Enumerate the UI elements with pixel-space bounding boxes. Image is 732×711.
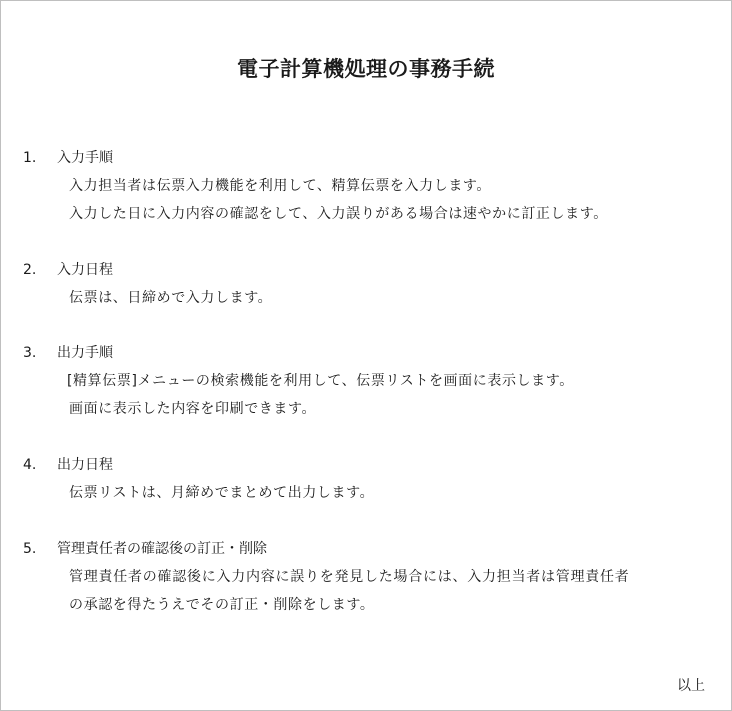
body-line: の承認を得たうえでその訂正・削除をします。: [69, 597, 375, 613]
document-title: 電子計算機処理の事務手続: [237, 57, 495, 81]
section-title: 出力日程: [57, 457, 113, 473]
body-line: 入力した日に入力内容の確認をして、入力誤りがある場合は速やかに訂正します。: [69, 206, 608, 222]
section-heading: [23, 149, 113, 167]
section-title: 管理責任者の確認後の訂正・削除: [57, 541, 267, 557]
section-heading: [23, 540, 267, 558]
section-number: 2.: [23, 262, 37, 278]
section-heading: [23, 261, 113, 279]
section-number: 1.: [23, 150, 37, 166]
section-title: 出力手順: [57, 345, 113, 361]
section-heading: [23, 344, 113, 362]
body-line: 画面に表示した内容を印刷できます。: [69, 401, 317, 417]
body-line: [精算伝票]メニューの検索機能を利用して、伝票リストを画面に表示します。: [67, 373, 574, 389]
body-line: 管理責任者の確認後に入力内容に誤りを発見した場合には、入力担当者は管理責任者: [69, 569, 630, 585]
section-number: 3.: [23, 345, 37, 361]
body-line: 入力担当者は伝票入力機能を利用して、精算伝票を入力します。: [69, 178, 491, 194]
section-heading: [23, 456, 113, 474]
body-line: 伝票リストは、月締めでまとめて出力します。: [69, 485, 375, 501]
section-number: 5.: [23, 541, 37, 557]
closing-mark: 以上: [677, 678, 705, 694]
section-number: 4.: [23, 457, 37, 473]
body-line: 伝票は、日締めで入力します。: [69, 290, 273, 306]
section-title: 入力日程: [57, 262, 113, 278]
section-title: 入力手順: [57, 150, 113, 166]
